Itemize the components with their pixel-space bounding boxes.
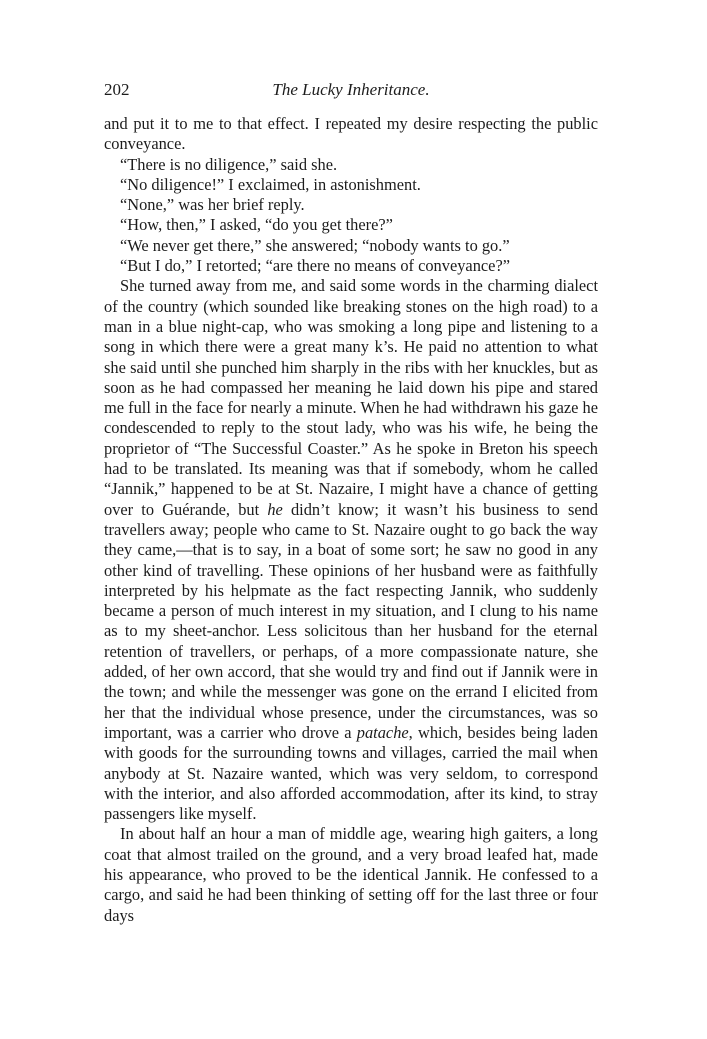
- text-run: “But I do,” I retorted; “are there no means of conveyance?”: [120, 256, 510, 276]
- text-run: In about half an hour a man of middle age, wearing high gaiters, a long coat that almost trailed on the ground, and a very broad leafed hat, made his appearance, who proved to be the identical Jannik. He confessed to a cargo, and said he had been thinking of setting off for the last three or four days: [104, 824, 598, 925]
- paragraph: [104, 195, 598, 215]
- paragraph: [104, 175, 598, 195]
- paragraph: [104, 215, 598, 235]
- running-title: The Lucky Inheritance.: [272, 80, 430, 99]
- text-run: and put it to me to that effect. I repeated my desire respecting the public conveyance.: [104, 114, 598, 154]
- page-number: 202: [104, 80, 130, 99]
- paragraph: [104, 155, 598, 175]
- running-head: [104, 80, 598, 106]
- paragraph: [104, 236, 598, 256]
- text-run: “We never get there,” she answered; “nobody wants to go.”: [120, 235, 510, 255]
- italic-text: patache: [356, 722, 409, 742]
- text-run: “None,” was her brief reply.: [120, 195, 305, 215]
- paragraph: [104, 114, 598, 155]
- italic-text: he: [267, 499, 283, 519]
- paragraph: [104, 256, 598, 276]
- text-run: “There is no diligence,” said she.: [120, 154, 338, 174]
- book-page: [104, 80, 598, 926]
- body-text: [104, 114, 598, 926]
- text-run: “How, then,” I asked, “do you get there?”: [120, 215, 393, 235]
- text-run: She turned away from me, and said some words in the charming dialect of the country (which sounded like breaking stones on the high road) to a man in a blue night-cap, who was smoking a long pipe and listening to a song in which there were a great many k’s. He paid no attention to what she said until she punched him sharply in the ribs with her knuckles, but as soon as he had compassed her meaning he laid down his pipe and stared me full in the face for nearly a minute. When he had withdrawn his gaze he condescended to reply to the stout lady, who was his wife, he being the proprietor of “The Successful Coaster.” As he spoke in Breton his speech had to be translated. Its meaning was that if somebody, whom he called “Jannik,” happened to be at St. Nazaire, I might have a chance of getting over to Guérande, but: [104, 276, 598, 519]
- text-run: , which, besides being laden with goods for the surrounding towns and villages, carried the mail when anybody at St. Nazaire wanted, which was very seldom, to correspond with the interior, and also afforded accommodation, after its kind, to stray passengers like myself.: [104, 722, 598, 824]
- paragraph: [104, 824, 598, 925]
- text-run: “No diligence!” I exclaimed, in astonishment.: [120, 174, 421, 194]
- paragraph: [104, 276, 598, 824]
- text-run: didn’t know; it wasn’t his business to send travellers away; people who came to St. Nazaire ought to go back the way they came,—that is to say, in a boat of some sort; he saw no good in any other kind of travelling. These opinions of her husband were as faithfully interpreted by his helpmate as the fact respecting Jannik, who suddenly became a person of much interest in my situation, and I clung to his name as to my sheet-anchor. Less solicitous than her husband for the eternal retention of travellers, or perhaps, of a more compassionate nature, she added, of her own accord, that she would try and find out if Jannik were in the town; and while the messenger was gone on the errand I elicited from her that the individual whose presence, under the circumstances, was so important, was a carrier who drove a: [104, 499, 598, 742]
